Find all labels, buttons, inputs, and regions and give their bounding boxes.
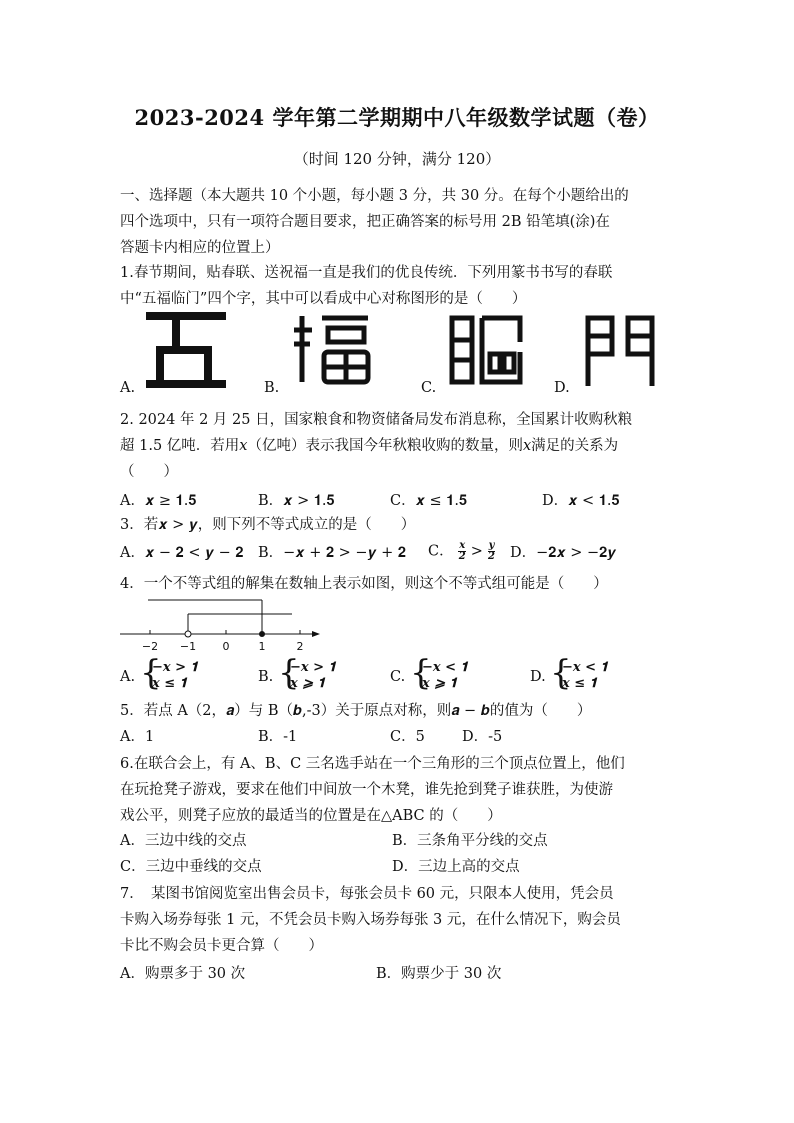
q1-text-line-1: 1.春节期间，贴春联、送祝福一直是我们的优良传统．下列用篆书书写的春联 xyxy=(120,265,613,281)
q2-text-line-1: 2. 2024 年 2 月 25 日，国家粮食和物资储备局发布消息称，全国累计收购秋粮 xyxy=(120,412,633,428)
brace-icon: { xyxy=(278,653,300,693)
q4-option-c-label: C. xyxy=(390,669,406,685)
q5-option-d: D．-5 xyxy=(462,729,503,745)
system-row-2: 𝒙 ≤ 𝟏 xyxy=(562,676,597,691)
q6-text-line-2: 在玩抢凳子游戏，要求在他们中间放一个木凳，谁先抢到凳子谁获胜，为使游 xyxy=(120,782,613,798)
system-row-2: 𝒙 ⩾ 𝟏 xyxy=(290,676,325,691)
q4-option-a-label: A. xyxy=(120,669,136,685)
q7-text-line-1: 7． 某图书馆阅览室出售会员卡，每张会员卡 60 元，只限本人使用，凭会员 xyxy=(120,886,614,902)
q2-text-line-2: 超 1.5 亿吨．若用𝑥（亿吨）表示我国今年秋粮收购的数量，则𝑥满足的关系为 xyxy=(120,438,619,454)
frac-denominator: 2 xyxy=(487,551,495,562)
q1-option-d-label: D. xyxy=(554,380,570,396)
section-instructions-line-1: 一、选择题（本大题共 10 个小题，每小题 3 分，共 30 分。在每个小题给出的 xyxy=(120,188,629,204)
system-row-2: 𝒙 ⩾ 𝟏 xyxy=(422,676,457,691)
q3-option-c-frac-left xyxy=(458,541,466,562)
q3-text-line-1: 3．若𝒙 > 𝒚，则下列不等式成立的是（ ） xyxy=(120,517,416,533)
q1-text-line-2: 中“五福临门”四个字，其中可以看成中心对称图形的是（ ） xyxy=(120,291,527,307)
q3-option-d: D．−𝟐𝒙 > −𝟐𝒚 xyxy=(510,545,617,561)
tick-label: 2 xyxy=(296,640,304,653)
q1-option-c-label: C. xyxy=(421,380,437,396)
q3-option-c-label: C． xyxy=(428,543,454,560)
system-row-1: −𝒙 < 𝟏 xyxy=(422,660,468,675)
q4-option-a-system xyxy=(140,653,230,694)
q4-option-c-system xyxy=(410,653,500,694)
q2-text-line-3: （ ） xyxy=(120,464,178,480)
tick-label: 1 xyxy=(258,640,266,653)
seal-glyph-fu-icon xyxy=(292,310,372,390)
q2-option-b: B．𝒙 > 𝟏.𝟓 xyxy=(258,493,335,509)
q5-option-c: C．5 xyxy=(390,729,425,745)
filled-circle-marker xyxy=(259,631,265,637)
brace-icon: { xyxy=(410,653,432,693)
page-subtitle: （时间 120 分钟，满分 120） xyxy=(293,150,501,168)
q6-option-a: A．三边中线的交点 xyxy=(120,833,247,849)
q3-option-b: B．−𝒙 + 𝟐 > −𝒚 + 𝟐 xyxy=(258,545,406,561)
q2-option-a: A．𝒙 ≥ 𝟏.𝟓 xyxy=(120,493,197,509)
frac-numerator: y xyxy=(488,540,495,551)
q6-option-b: B．三条角平分线的交点 xyxy=(392,833,548,849)
q4-option-b-label: B. xyxy=(258,669,274,685)
q6-text-line-3: 戏公平，则凳子应放的最适当的位置是在△ABC 的（ ） xyxy=(120,808,502,824)
q7-text-line-2: 卡购入场券每张 1 元，不凭会员卡购入场券每张 3 元，在什么情况下，购会员 xyxy=(120,912,621,928)
q3-option-c xyxy=(428,541,495,562)
q7-option-b: B．购票少于 30 次 xyxy=(376,966,502,982)
q1-option-a-label: A. xyxy=(120,380,136,396)
q2-option-d: D．𝒙 < 𝟏.𝟓 xyxy=(542,493,620,509)
q3-option-c-gt: > xyxy=(470,543,483,560)
system-row-1: −𝒙 > 𝟏 xyxy=(290,660,336,675)
q6-option-c: C．三边中垂线的交点 xyxy=(120,859,262,875)
brace-icon: { xyxy=(140,653,162,693)
q5-text-line-1: 5．若点 A（2，𝒂）与 B（𝒃,-3）关于原点对称，则𝒂 − 𝒃的值为（ ） xyxy=(120,703,592,719)
q4-number-line xyxy=(116,596,328,654)
q3-option-a: A．𝒙 − 𝟐 < 𝒚 − 𝟐 xyxy=(120,545,244,561)
seal-glyph-men-icon xyxy=(580,310,660,390)
system-row-1: −𝒙 < 𝟏 xyxy=(562,660,608,675)
q6-text-line-1: 6.在联合会上，有 A、B、C 三名选手站在一个三角形的三个顶点位置上，他们 xyxy=(120,756,625,772)
open-circle-marker xyxy=(185,631,191,637)
brace-icon: { xyxy=(550,653,572,693)
q4-option-d-label: D. xyxy=(530,669,546,685)
tick-label: −1 xyxy=(179,640,197,653)
system-row-2: 𝒙 ≤ 𝟏 xyxy=(152,676,187,691)
q1-option-b-label: B. xyxy=(264,380,280,396)
q7-option-a: A．购票多于 30 次 xyxy=(120,966,246,982)
q6-option-d: D．三边上高的交点 xyxy=(392,859,520,875)
section-instructions-line-2: 四个选项中，只有一项符合题目要求，把正确答案的标号用 2B 铅笔填(涂)在 xyxy=(120,214,610,230)
q3-option-c-frac-right xyxy=(488,541,496,562)
system-row-1: −𝒙 > 𝟏 xyxy=(152,660,198,675)
tick-label: 0 xyxy=(222,640,230,653)
q5-option-b: B．-1 xyxy=(258,729,298,745)
section-instructions-line-3: 答题卡内相应的位置上） xyxy=(120,240,280,256)
q4-text-line-1: 4．一个不等式组的解集在数轴上表示如图，则这个不等式组可能是（ ） xyxy=(120,576,608,592)
axis-arrow-icon xyxy=(312,631,320,637)
q4-option-b-system xyxy=(278,653,368,694)
frac-numerator: x xyxy=(459,540,466,551)
tick-label: −2 xyxy=(141,640,159,653)
frac-denominator: 2 xyxy=(458,551,466,562)
q5-option-a: A．1 xyxy=(120,729,155,745)
page-title: 2023-2024 学年第二学期期中八年级数学试题（卷） xyxy=(134,105,660,130)
seal-glyph-lin-icon xyxy=(446,310,526,390)
q2-option-c: C．𝒙 ≤ 𝟏.𝟓 xyxy=(390,493,468,509)
seal-glyph-wu-icon xyxy=(146,310,226,390)
q7-text-line-3: 卡比不购会员卡更合算（ ） xyxy=(120,938,323,954)
q4-option-d-system xyxy=(550,653,640,694)
